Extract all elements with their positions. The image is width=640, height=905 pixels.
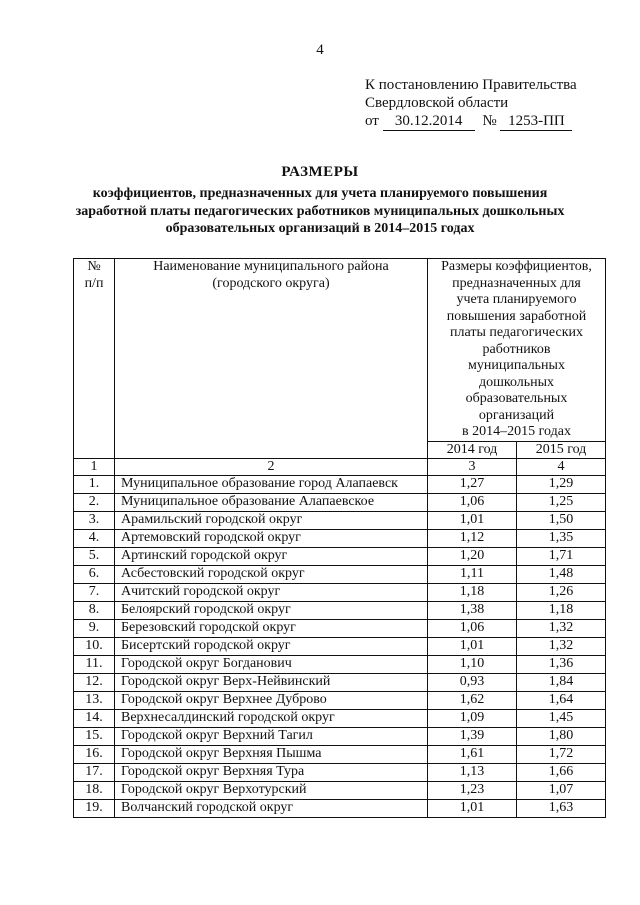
table-row: [74, 565, 606, 583]
decree-date: 30.12.2014: [383, 112, 475, 131]
header-coefficients-line: повышения заработной: [446, 308, 587, 324]
municipality-name: Городской округ Верхняя Тура: [115, 763, 428, 781]
header-coefficients-line: Размеры коэффициентов,: [441, 259, 592, 274]
table-row: [74, 655, 606, 673]
table-row: [74, 709, 606, 727]
coefficient-2015: 1,48: [517, 565, 606, 583]
header-number: № п/п: [74, 259, 115, 459]
row-number: 9.: [74, 619, 115, 637]
date-prefix: от: [365, 113, 379, 129]
coefficient-2015: 1,72: [517, 745, 606, 763]
coefficient-2015: 1,18: [517, 601, 606, 619]
coefficient-2015: 1,36: [517, 655, 606, 673]
coefficient-2015: 1,84: [517, 673, 606, 691]
municipality-name: Волчанский городской округ: [115, 799, 428, 817]
coefficient-2015: 1,71: [517, 547, 606, 565]
row-number: 19.: [74, 799, 115, 817]
header-year-2014: 2014 год: [428, 441, 517, 458]
table-row: [74, 799, 606, 817]
municipality-name: Асбестовский городской округ: [115, 565, 428, 583]
table-row: [74, 763, 606, 781]
coefficient-2014: 1,23: [428, 781, 517, 799]
table-row: [74, 619, 606, 637]
row-number: 1.: [74, 475, 115, 493]
header-coefficients-line: организаций: [478, 407, 555, 423]
coefficient-2014: 1,06: [428, 619, 517, 637]
table-row: [74, 583, 606, 601]
row-number: 4.: [74, 529, 115, 547]
coefficients-table: [73, 258, 606, 818]
coefficient-2014: 1,18: [428, 583, 517, 601]
coefficient-2014: 0,93: [428, 673, 517, 691]
municipality-name: Ачитский городской округ: [115, 583, 428, 601]
number-prefix: №: [482, 113, 497, 129]
coefficient-2015: 1,45: [517, 709, 606, 727]
heading-subtitle-line-1: коэффициентов, предназначенных для учета планируемого повышения: [92, 186, 548, 201]
coefficient-2014: 1,13: [428, 763, 517, 781]
heading-title: РАЗМЕРЫ: [281, 164, 359, 180]
header-coefficients-line: предназначенных для: [452, 275, 581, 291]
municipality-name: Бисертский городской округ: [115, 637, 428, 655]
row-number: 2.: [74, 493, 115, 511]
municipality-name: Артемовский городской округ: [115, 529, 428, 547]
page-number: 4: [316, 42, 324, 58]
coefficient-2014: 1,01: [428, 799, 517, 817]
row-number: 8.: [74, 601, 115, 619]
table-row: [74, 493, 606, 511]
coefficient-2014: 1,38: [428, 601, 517, 619]
coefficient-2015: 1,64: [517, 691, 606, 709]
coefficient-2014: 1,06: [428, 493, 517, 511]
row-number: 14.: [74, 709, 115, 727]
row-number: 15.: [74, 727, 115, 745]
header-coefficients-line: работников: [482, 341, 551, 357]
reference-line-1: К постановлению Правительства: [365, 77, 577, 93]
header-coefficients-line: муниципальных: [468, 358, 565, 373]
municipality-name: Артинский городской округ: [115, 547, 428, 565]
row-number: 10.: [74, 637, 115, 655]
coefficient-2015: 1,26: [517, 583, 606, 601]
coefficient-2015: 1,35: [517, 529, 606, 547]
coefficient-2014: 1,61: [428, 745, 517, 763]
municipality-name: Городской округ Верхняя Пышма: [115, 745, 428, 763]
table-row: [74, 781, 606, 799]
table-row: [74, 637, 606, 655]
coefficient-2014: 1,20: [428, 547, 517, 565]
reference-line-2: Свердловской области: [365, 95, 509, 111]
row-number: 5.: [74, 547, 115, 565]
municipality-name: Белоярский городской округ: [115, 601, 428, 619]
coefficient-2014: 1,39: [428, 727, 517, 745]
header-coefficients-line: образовательных: [465, 391, 568, 406]
coefficient-2015: 1,32: [517, 637, 606, 655]
header-year-2015: 2015 год: [517, 441, 606, 458]
document-heading: [30, 164, 610, 238]
header-coefficients-line: в 2014–2015 годах: [462, 424, 571, 439]
coefficient-2015: 1,50: [517, 511, 606, 529]
decree-number: 1253-ПП: [500, 112, 572, 131]
table-row: [74, 601, 606, 619]
column-numbers-row: [74, 458, 606, 475]
coefficient-2014: 1,62: [428, 691, 517, 709]
coefficient-2014: 1,12: [428, 529, 517, 547]
table-row: [74, 529, 606, 547]
coefficient-2015: 1,32: [517, 619, 606, 637]
heading-subtitle-line-3: образовательных организаций в 2014–2015 годах: [165, 221, 475, 236]
municipality-name: Арамильский городской округ: [115, 511, 428, 529]
column-number-4: 4: [517, 458, 606, 475]
row-number: 18.: [74, 781, 115, 799]
coefficient-2015: 1,25: [517, 493, 606, 511]
row-number: 11.: [74, 655, 115, 673]
row-number: 7.: [74, 583, 115, 601]
row-number: 16.: [74, 745, 115, 763]
table-row: [74, 727, 606, 745]
coefficient-2014: 1,10: [428, 655, 517, 673]
municipality-name: Муниципальное образование Алапаевское: [115, 493, 428, 511]
coefficient-2014: 1,11: [428, 565, 517, 583]
header-coefficients-line: учета планируемого: [456, 292, 577, 307]
reference-block: [365, 76, 577, 131]
coefficient-2015: 1,29: [517, 475, 606, 493]
heading-subtitle-line-2: заработной платы педагогических работников муниципальных дошкольных: [75, 203, 565, 219]
municipality-name: Городской округ Верхний Тагил: [115, 727, 428, 745]
column-number-2: 2: [115, 458, 428, 475]
municipality-name: Городской округ Верхотурский: [115, 781, 428, 799]
table-row: [74, 691, 606, 709]
row-number: 3.: [74, 511, 115, 529]
coefficient-2014: 1,27: [428, 475, 517, 493]
municipality-name: Березовский городской округ: [115, 619, 428, 637]
table-row: [74, 673, 606, 691]
municipality-name: Верхнесалдинский городской округ: [115, 709, 428, 727]
municipality-name: Городской округ Верхнее Дуброво: [115, 691, 428, 709]
coefficient-2014: 1,01: [428, 637, 517, 655]
table-row: [74, 547, 606, 565]
coefficient-2015: 1,80: [517, 727, 606, 745]
coefficient-2014: 1,01: [428, 511, 517, 529]
column-number-3: 3: [428, 458, 517, 475]
reference-line-3: [365, 112, 577, 131]
municipality-name: Городской округ Богданович: [115, 655, 428, 673]
table-row: [74, 511, 606, 529]
column-number-1: 1: [74, 458, 115, 475]
table-row: [74, 475, 606, 493]
row-number: 6.: [74, 565, 115, 583]
row-number: 12.: [74, 673, 115, 691]
header-name: Наименование муниципального района (городского округа): [115, 259, 428, 459]
row-number: 13.: [74, 691, 115, 709]
coefficient-2015: 1,63: [517, 799, 606, 817]
table-row: [74, 745, 606, 763]
coefficient-2015: 1,66: [517, 763, 606, 781]
coefficient-2014: 1,09: [428, 709, 517, 727]
municipality-name: Городской округ Верх-Нейвинский: [115, 673, 428, 691]
header-coefficients-line: дошкольных: [478, 374, 555, 390]
coefficient-2015: 1,07: [517, 781, 606, 799]
row-number: 17.: [74, 763, 115, 781]
header-coefficients: [428, 259, 606, 442]
municipality-name: Муниципальное образование город Алапаевск: [115, 475, 428, 493]
header-coefficients-line: платы педагогических: [450, 325, 583, 340]
